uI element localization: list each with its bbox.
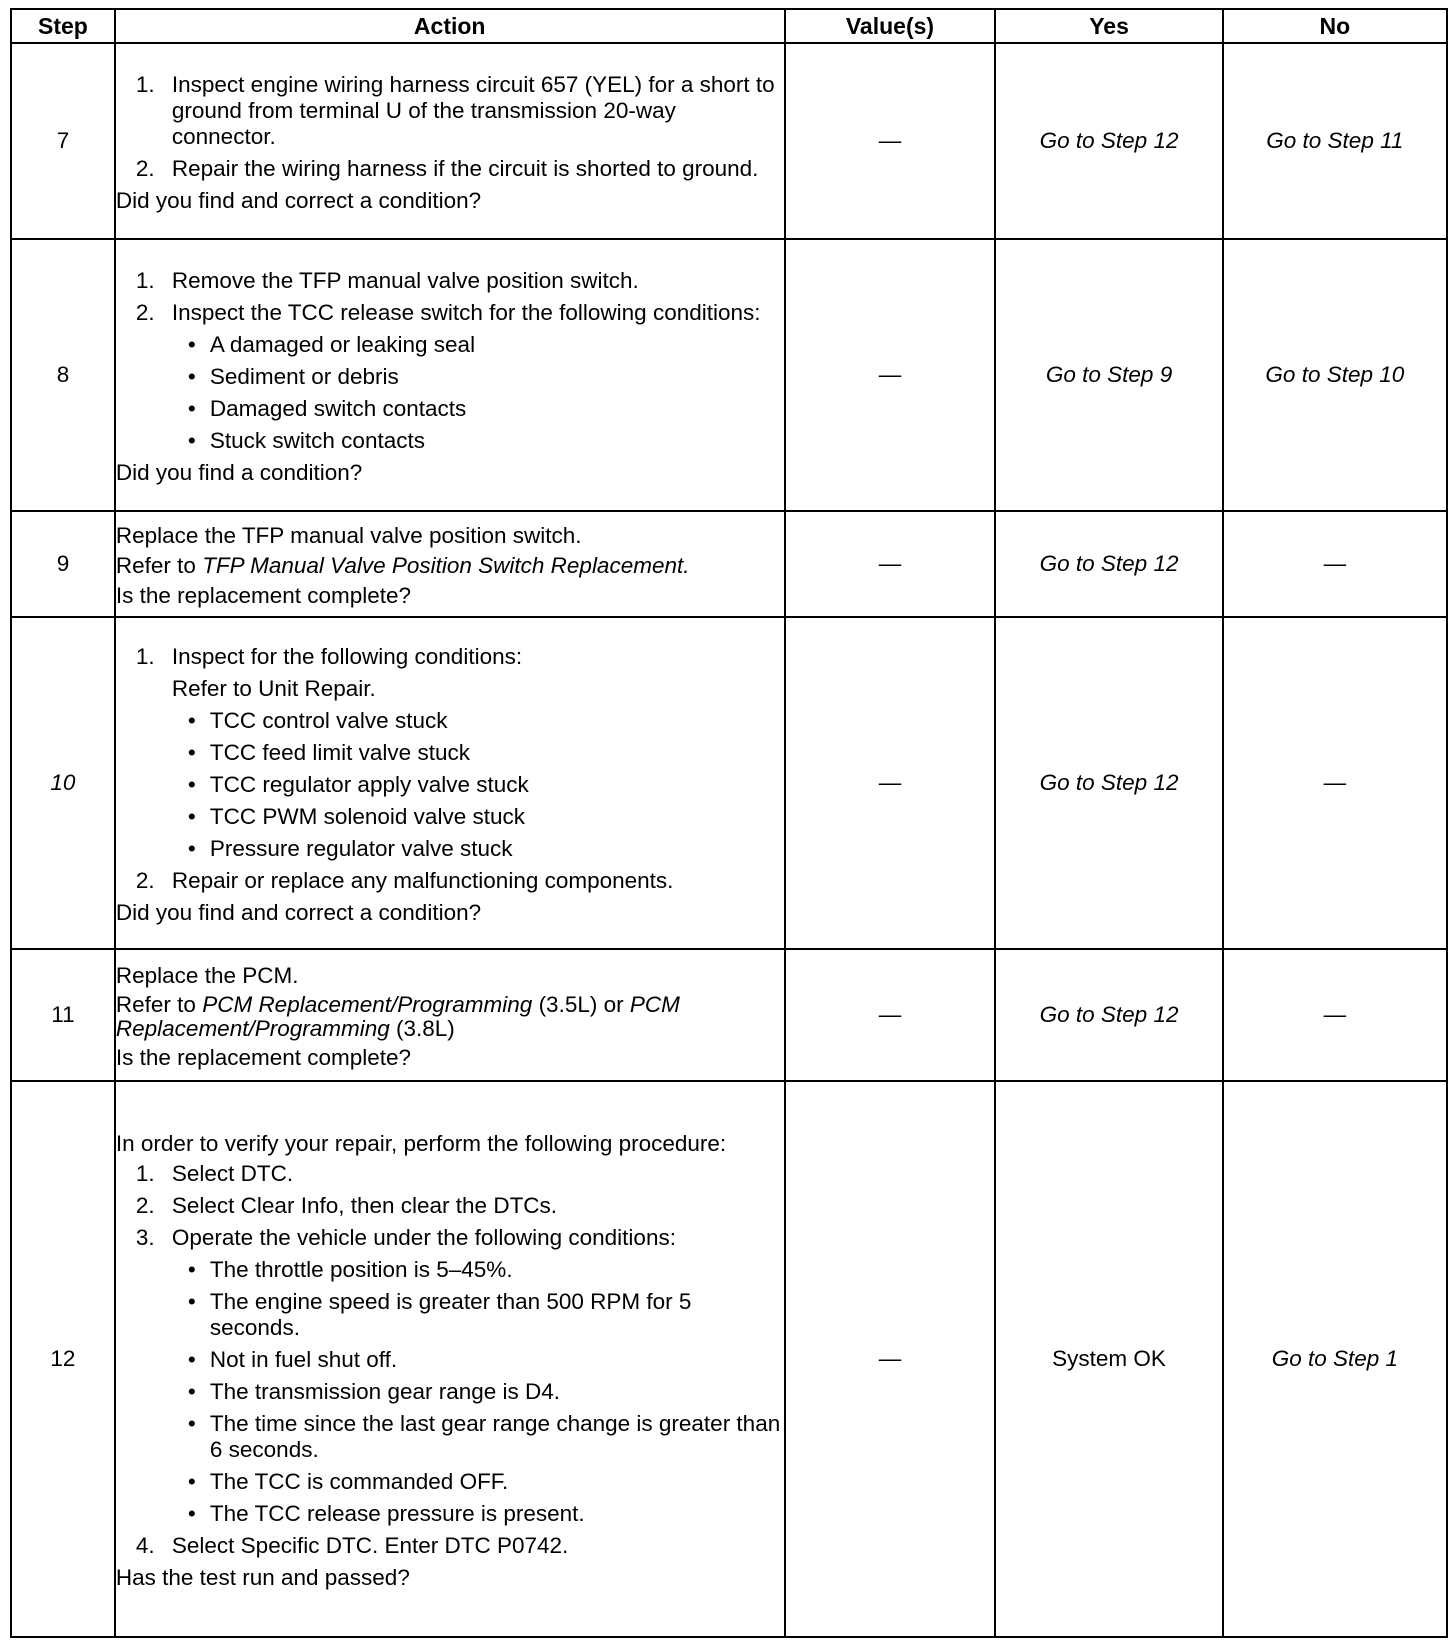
refer-prefix: Refer to [115, 992, 203, 1017]
bullet-item: • The TCC release pressure is present. [187, 1501, 585, 1526]
dash-value: — [1323, 770, 1347, 795]
step-question: Did you find and correct a condition? [115, 188, 482, 213]
step-number: 8 [11, 239, 115, 511]
list-item: 2. Inspect the TCC release switch for the following conditions: [135, 300, 761, 325]
value-cell [785, 617, 996, 949]
bullet-item: • The time since the last gear range change is greater than 6 seconds. [187, 1411, 781, 1462]
refer-link[interactable]: PCM Replacement/Programming [202, 992, 533, 1017]
header-values: Value(s) [785, 9, 996, 43]
step-number: 7 [11, 43, 115, 239]
list-item: 1. Select DTC. [135, 1161, 294, 1186]
table-row-step-12 [11, 1081, 1447, 1637]
action-cell [115, 949, 785, 1081]
action-text: Replace the TFP manual valve position switch. [115, 523, 582, 548]
bullet-item: • The engine speed is greater than 500 RPM for 5 seconds. [187, 1289, 692, 1340]
value-cell [785, 43, 996, 239]
step-question: Is the replacement complete? [115, 1045, 412, 1070]
step-number: 11 [11, 949, 115, 1081]
bullet-item: • TCC feed limit valve stuck [187, 740, 470, 765]
dash-value: — [1323, 1002, 1347, 1027]
bullet-item: • TCC control valve stuck [187, 708, 448, 733]
action-cell [115, 239, 785, 511]
value-cell [785, 239, 996, 511]
refer-link[interactable]: PCM Replacement/Programming [115, 992, 680, 1041]
no-cell [1223, 511, 1447, 617]
refer-line [116, 993, 784, 1041]
refer-link[interactable]: TFP Manual Valve Position Switch Replacement. [202, 553, 690, 578]
dash-value: — [878, 362, 902, 387]
refer-line [116, 553, 784, 579]
yes-link-step-12[interactable]: Go to Step 12 [995, 617, 1222, 949]
list-item: 2. Repair or replace any malfunctioning components. [135, 868, 674, 893]
list-item: 1. Remove the TFP manual valve position switch. [135, 268, 639, 293]
yes-link-step-12[interactable]: Go to Step 12 [995, 43, 1222, 239]
step-question: Is the replacement complete? [115, 583, 412, 608]
bullet-item: • TCC PWM solenoid valve stuck [187, 804, 525, 829]
header-no: No [1223, 9, 1447, 43]
refer-suffix: (3.8L) [389, 1016, 455, 1041]
step-question: Has the test run and passed? [115, 1565, 410, 1590]
diagnostic-steps-table [10, 8, 1448, 1638]
header-row [11, 9, 1447, 43]
value-cell [785, 511, 996, 617]
bullet-item: • Damaged switch contacts [187, 396, 467, 421]
bullet-item: • A damaged or leaking seal [187, 332, 476, 357]
list-item: 3. Operate the vehicle under the following conditions: [135, 1225, 676, 1250]
no-cell [1223, 617, 1447, 949]
refer-mid: (3.5L) or [532, 992, 630, 1017]
no-link-step-11[interactable]: Go to Step 11 [1223, 43, 1447, 239]
dash-value: — [878, 770, 902, 795]
yes-link-step-12[interactable]: Go to Step 12 [995, 511, 1222, 617]
bullet-item: • The transmission gear range is D4. [187, 1379, 561, 1404]
action-intro: In order to verify your repair, perform the following procedure: [115, 1131, 727, 1156]
table-row-step-9 [11, 511, 1447, 617]
action-text: Replace the PCM. [115, 963, 299, 988]
list-item: 4. Select Specific DTC. Enter DTC P0742. [135, 1533, 569, 1558]
action-cell [115, 617, 785, 949]
dash-value: — [878, 1346, 902, 1371]
bullet-item: • The TCC is commanded OFF. [187, 1469, 509, 1494]
yes-link-step-9[interactable]: Go to Step 9 [995, 239, 1222, 511]
diagnostic-table-page [10, 8, 1448, 1641]
header-step: Step [11, 9, 115, 43]
dash-value: — [878, 128, 902, 153]
table-row-step-7 [11, 43, 1447, 239]
step-question: Did you find and correct a condition? [115, 900, 482, 925]
no-link-step-10[interactable]: Go to Step 10 [1223, 239, 1447, 511]
bullet-item: • TCC regulator apply valve stuck [187, 772, 529, 797]
step-question: Did you find a condition? [115, 460, 363, 485]
list-item: 1. Inspect engine wiring harness circuit 657 (YEL) for a short to ground from terminal U of the transmission 20-way connector. [135, 72, 775, 149]
action-cell [115, 511, 785, 617]
dash-value: — [878, 551, 902, 576]
value-cell [785, 949, 996, 1081]
table-row-step-11 [11, 949, 1447, 1081]
refer-prefix: Refer to [115, 553, 203, 578]
action-cell [115, 1081, 785, 1637]
table-row-step-10 [11, 617, 1447, 949]
header-yes: Yes [995, 9, 1222, 43]
bullet-item: • The throttle position is 5–45%. [187, 1257, 513, 1282]
list-item: 2. Select Clear Info, then clear the DTCs. [135, 1193, 558, 1218]
refer-line: Refer to Unit Repair. [171, 676, 376, 701]
no-link-step-1[interactable]: Go to Step 1 [1223, 1081, 1447, 1637]
bullet-item: • Stuck switch contacts [187, 428, 425, 453]
bullet-item: • Pressure regulator valve stuck [187, 836, 513, 861]
step-number: 12 [11, 1081, 115, 1637]
bullet-item: • Sediment or debris [187, 364, 399, 389]
action-cell [115, 43, 785, 239]
no-cell [1223, 949, 1447, 1081]
list-item: 2. Repair the wiring harness if the circuit is shorted to ground. [135, 156, 759, 181]
table-row-step-8 [11, 239, 1447, 511]
header-action: Action [115, 9, 785, 43]
yes-system-ok: System OK [995, 1081, 1222, 1637]
value-cell [785, 1081, 996, 1637]
list-item: 1. Inspect for the following conditions: [135, 644, 523, 669]
step-number: 9 [11, 511, 115, 617]
dash-value: — [1323, 551, 1347, 576]
step-number: 10 [11, 617, 115, 949]
yes-link-step-12[interactable]: Go to Step 12 [995, 949, 1222, 1081]
dash-value: — [878, 1002, 902, 1027]
bullet-item: • Not in fuel shut off. [187, 1347, 398, 1372]
